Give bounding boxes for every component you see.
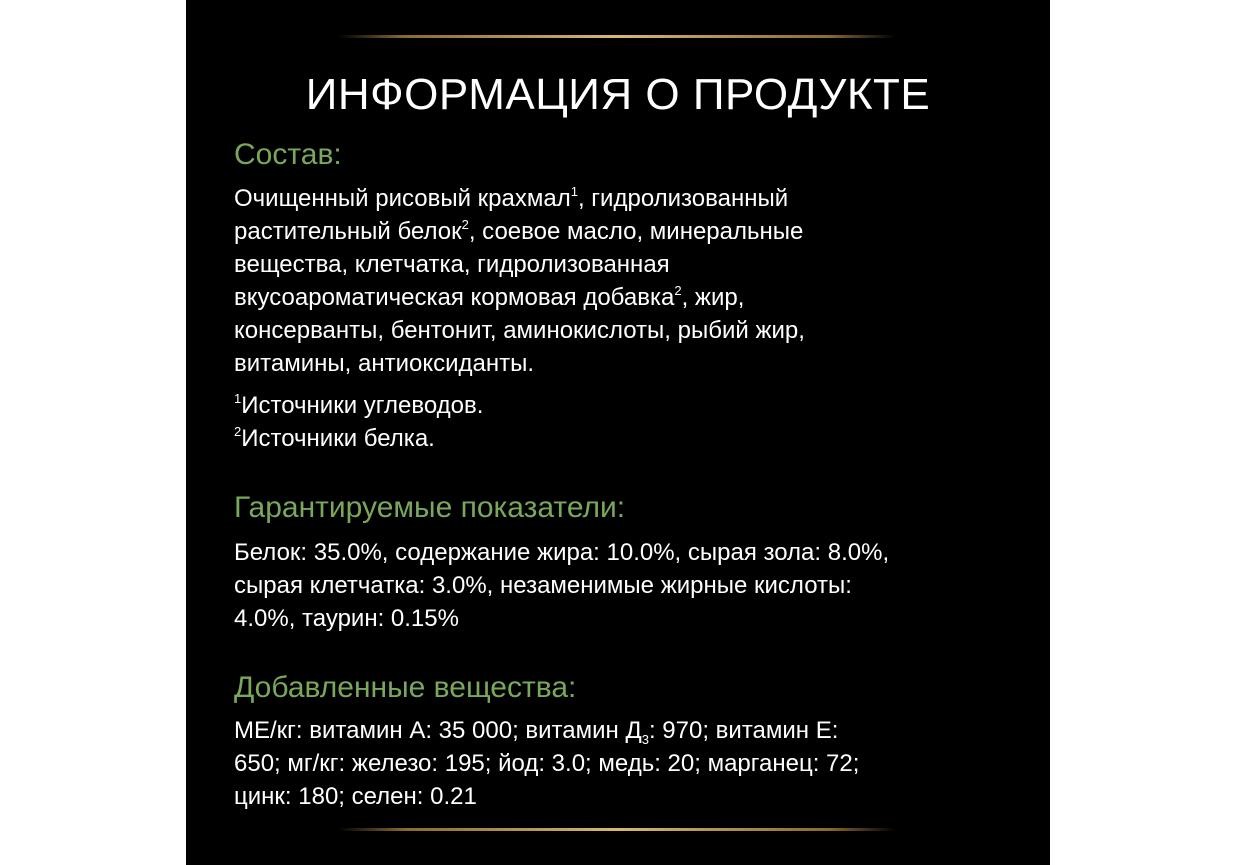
footnote-protein [234,422,1024,455]
guaranteed-heading [234,490,625,526]
guaranteed-line: 4.0%, таурин: 0.15% [234,605,459,632]
footnote-marker: 2 [461,217,469,232]
composition-line: консерванты, бентонит, аминокислоты, рыбий жир, [234,317,805,344]
guaranteed-text [234,536,1024,635]
composition-line: вещества, клетчатка, гидролизованная [234,251,670,278]
subscript-marker: 3 [641,732,649,747]
composition-line [234,281,1024,314]
composition-line-part: растительный белок [234,218,462,245]
guaranteed-heading-text: Гарантируемые показатели: [234,491,626,524]
top-divider [338,35,896,38]
additives-heading [234,670,576,706]
footnote-text: Источники углеводов. [241,392,484,419]
composition-heading-text: Состав: [234,138,342,171]
composition-line: витамины, антиоксиданты. [234,350,535,377]
composition-line [234,182,1024,215]
footnote-text: Источники белка. [241,425,435,452]
footnote-marker: 1 [234,391,242,406]
footnote-marker: 2 [674,283,682,298]
composition-text [234,182,1024,380]
additives-line [234,714,1024,747]
composition-line-part: , гидролизованный [577,185,789,212]
footnote-marker: 2 [234,424,242,439]
composition-line-part: , жир, [681,284,745,311]
page-title: ИНФОРМАЦИЯ О ПРОДУКТЕ [305,70,931,119]
composition-line-part: Очищенный рисовый крахмал [234,185,571,212]
additives-line-part: : 970; витамин Е: [648,717,839,744]
composition-footnotes [234,389,1024,455]
bottom-divider [338,828,896,831]
additives-line: цинк: 180; селен: 0.21 [234,783,477,810]
additives-line: 650; мг/кг: железо: 195; йод: 3.0; медь: 20; марганец: 72; [234,750,860,777]
additives-heading-text: Добавленные вещества: [234,671,577,704]
composition-line-part: вкусоароматическая кормовая добавка [234,284,675,311]
composition-heading [234,137,342,173]
additives-text [234,714,1024,813]
guaranteed-line: сырая клетчатка: 3.0%, незаменимые жирные кислоты: [234,572,852,599]
footnote-marker: 1 [570,184,578,199]
footnote-carbs [234,389,1024,422]
composition-line [234,215,1024,248]
composition-line-part: , соевое масло, минеральные [468,218,804,245]
guaranteed-line: Белок: 35.0%, содержание жира: 10.0%, сырая зола: 8.0%, [234,539,890,566]
additives-line-part: МЕ/кг: витамин А: 35 000; витамин Д [234,717,642,744]
product-info-panel [186,0,1050,865]
